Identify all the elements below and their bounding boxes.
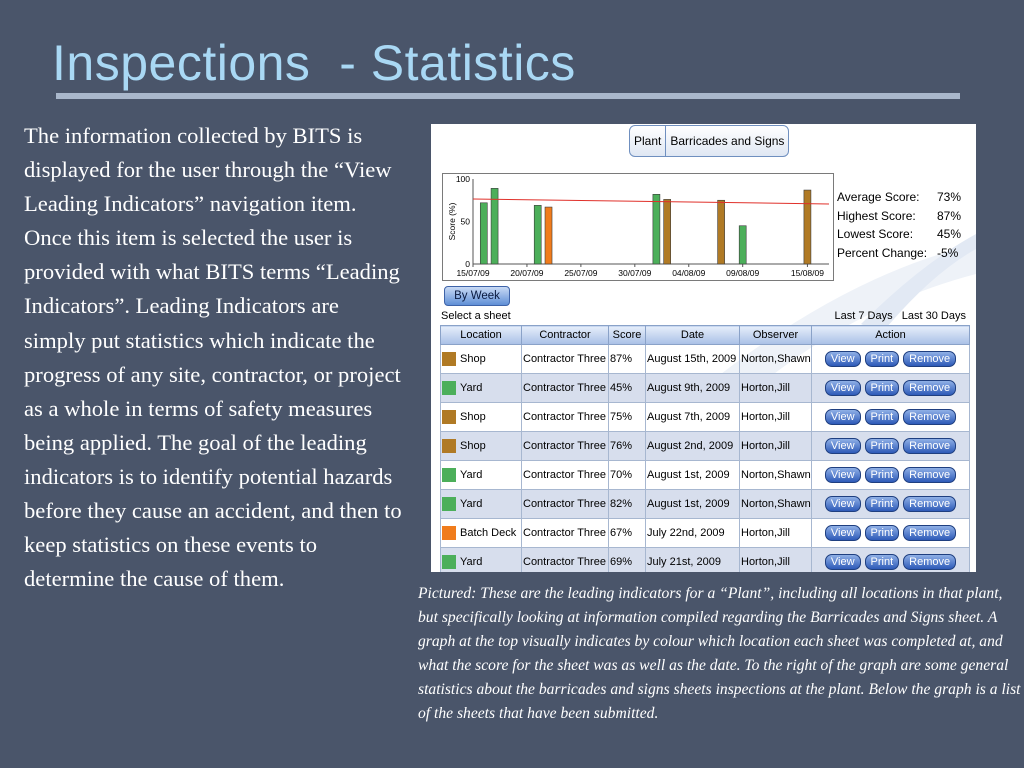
location-name: Yard [460,498,483,510]
header-contractor[interactable]: Contractor [522,326,609,345]
cell-score: 69% [609,548,646,573]
cell-score: 70% [609,461,646,490]
x-tick-label: 30/07/09 [618,268,652,278]
slide-body-text: The information collected by BITS is displayed for the user through the “View Leading Indicators” navigation item. Once this item is selected the user is provided with what BITS terms “Leading Indicators”. Leading Indicators are simply put statistics which indicate the progress of any site, contractor, or project as a whole in terms of safety measures being applied. The goal of the leading indicators is to identify potential hazards before they cause an accident, and then to keep statistics on these events to determine the cause of them. [24,123,402,592]
cell-contractor: Contractor Three [522,548,609,573]
stat-average-label: Average Score: [837,190,920,204]
cell-location [441,461,522,490]
remove-button[interactable]: Remove [903,496,956,512]
bar-yard [480,203,487,264]
date-range-links [835,310,966,322]
cell-location [441,345,522,374]
cell-date: August 15th, 2009 [646,345,740,374]
stat-change-label: Percent Change: [837,245,928,260]
average-score-line [473,199,829,204]
print-button[interactable]: Print [865,467,900,483]
view-button[interactable]: View [825,438,861,454]
cell-contractor: Contractor Three [522,490,609,519]
location-color-swatch [442,352,456,366]
bar-yard [534,205,541,264]
print-button[interactable]: Print [865,380,900,396]
leading-indicators-screenshot [431,124,976,572]
cell-date: August 2nd, 2009 [646,432,740,461]
view-button[interactable]: View [825,496,861,512]
select-sheet-label: Select a sheet [441,310,511,322]
breadcrumb [629,125,789,157]
stat-highest-value: 87% [937,208,962,223]
by-week-button[interactable]: By Week [444,286,510,306]
location-color-swatch [442,555,456,569]
location-color-swatch [442,381,456,395]
cell-actions [812,403,970,432]
cell-location [441,548,522,573]
stat-highest-label: Highest Score: [837,208,916,223]
figure-caption: Pictured: These are the leading indicators for a “Plant”, including all locations in that plant, but specifically looking at information compiled regarding the Barricades and Signs sheet. A graph at the top visually indicates by colour which location each sheet was completed at, and what the score for the sheet was as well as the date. To the right of the graph are some general statistics about the barricades and signs sheets inspections at the plant. Below the graph is a list of the sheets that have been submitted. [418,585,1021,723]
print-button[interactable]: Print [865,554,900,570]
cell-contractor: Contractor Three [522,374,609,403]
cell-location [441,519,522,548]
x-tick-label: 04/08/09 [672,268,706,278]
location-color-swatch [442,526,456,540]
table-row[interactable] [441,490,970,519]
summary-stats [837,190,973,264]
y-tick-label: 50 [460,216,470,227]
location-name: Shop [460,411,486,423]
location-color-swatch [442,497,456,511]
y-axis-label: Score (%) [447,202,457,241]
table-row[interactable] [441,461,970,490]
cell-contractor: Contractor Three [522,519,609,548]
location-name: Shop [460,353,486,365]
remove-button[interactable]: Remove [903,351,956,367]
cell-observer: Norton,Shawn [740,490,812,519]
location-color-swatch [442,410,456,424]
view-button[interactable]: View [825,351,861,367]
table-row[interactable] [441,432,970,461]
sheets-table-body [441,345,970,573]
stat-lowest-value: 45% [937,227,962,241]
cell-actions [812,374,970,403]
cell-actions [812,548,970,573]
x-tick-label: 09/08/09 [726,268,760,278]
stat-lowest-label: Lowest Score: [837,227,914,241]
cell-date: August 1st, 2009 [646,461,740,490]
cell-date: August 1st, 2009 [646,490,740,519]
view-button[interactable]: View [825,525,861,541]
cell-actions [812,461,970,490]
sheets-table [440,325,970,572]
header-action: Action [812,326,970,345]
print-button[interactable]: Print [865,351,900,367]
header-date[interactable]: Date [646,326,740,345]
bar-shop [664,199,671,264]
remove-button[interactable]: Remove [903,409,956,425]
cell-date: August 9th, 2009 [646,374,740,403]
last-7-days-link[interactable]: Last 7 Days [834,310,893,322]
location-color-swatch [442,468,456,482]
cell-location [441,490,522,519]
cell-contractor: Contractor Three [522,345,609,374]
cell-score: 67% [609,519,646,548]
cell-contractor: Contractor Three [522,432,609,461]
breadcrumb-plant[interactable]: Plant [634,134,662,148]
cell-contractor: Contractor Three [522,403,609,432]
cell-score: 87% [609,345,646,374]
remove-button[interactable]: Remove [903,525,956,541]
cell-observer: Horton,Jill [740,548,812,573]
print-button[interactable]: Print [865,409,900,425]
view-button[interactable]: View [825,380,861,396]
cell-observer: Horton,Jill [740,403,812,432]
stat-average [837,190,973,209]
location-name: Yard [460,382,483,394]
y-tick-label: 0 [465,259,470,269]
y-tick-label: 100 [455,174,470,184]
location-name: Yard [460,556,483,568]
breadcrumb-sheet[interactable]: Barricades and Signs [665,126,788,156]
cell-actions [812,519,970,548]
print-button[interactable]: Print [865,525,900,541]
table-row[interactable] [441,519,970,548]
cell-date: August 7th, 2009 [646,403,740,432]
cell-location [441,432,522,461]
header-location[interactable]: Location [441,326,522,345]
print-button[interactable]: Print [865,496,900,512]
location-name: Yard [460,469,483,481]
table-row[interactable] [441,374,970,403]
x-tick-label: 15/08/09 [790,268,824,278]
remove-button[interactable]: Remove [903,554,956,570]
stat-change [837,246,973,265]
view-button[interactable]: View [825,409,861,425]
remove-button[interactable]: Remove [903,438,956,454]
stat-lowest [837,227,973,246]
bar-yard [653,194,660,264]
cell-actions [812,345,970,374]
cell-observer: Horton,Jill [740,519,812,548]
table-row[interactable] [441,548,970,573]
print-button[interactable]: Print [865,438,900,454]
cell-observer: Horton,Jill [740,432,812,461]
cell-location [441,403,522,432]
score-chart [442,173,834,281]
last-30-days-link[interactable]: Last 30 Days [901,310,966,322]
table-row[interactable] [441,345,970,374]
cell-contractor: Contractor Three [522,461,609,490]
table-row[interactable] [441,403,970,432]
stat-average-value: 73% [937,190,962,204]
score-chart-svg [443,174,833,280]
x-tick-label: 15/07/09 [456,268,490,278]
cell-date: July 21st, 2009 [646,548,740,573]
cell-observer: Norton,Shawn [740,345,812,374]
cell-location [441,374,522,403]
location-name: Batch Deck [460,527,517,539]
cell-score: 45% [609,374,646,403]
bar-yard [739,226,746,264]
cell-observer: Horton,Jill [740,374,812,403]
cell-score: 75% [609,403,646,432]
cell-date: July 22nd, 2009 [646,519,740,548]
title-underline [56,93,960,99]
remove-button[interactable]: Remove [903,467,956,483]
slide-title: Inspections - Statistics [52,35,576,91]
x-tick-label: 20/07/09 [510,268,544,278]
remove-button[interactable]: Remove [903,380,956,396]
table-header-row [441,326,970,345]
header-observer[interactable]: Observer [740,326,812,345]
view-button[interactable]: View [825,467,861,483]
location-name: Shop [460,440,486,452]
cell-actions [812,432,970,461]
bar-shop [718,200,725,264]
cell-actions [812,490,970,519]
stat-highest [837,209,973,228]
header-score[interactable]: Score [609,326,646,345]
view-button[interactable]: View [825,554,861,570]
cell-observer: Norton,Shawn [740,461,812,490]
cell-score: 82% [609,490,646,519]
bar-batch-deck [545,207,552,264]
location-color-swatch [442,439,456,453]
bar-shop [804,190,811,264]
stat-change-value: -5% [937,245,959,260]
x-tick-label: 25/07/09 [564,268,598,278]
cell-score: 76% [609,432,646,461]
